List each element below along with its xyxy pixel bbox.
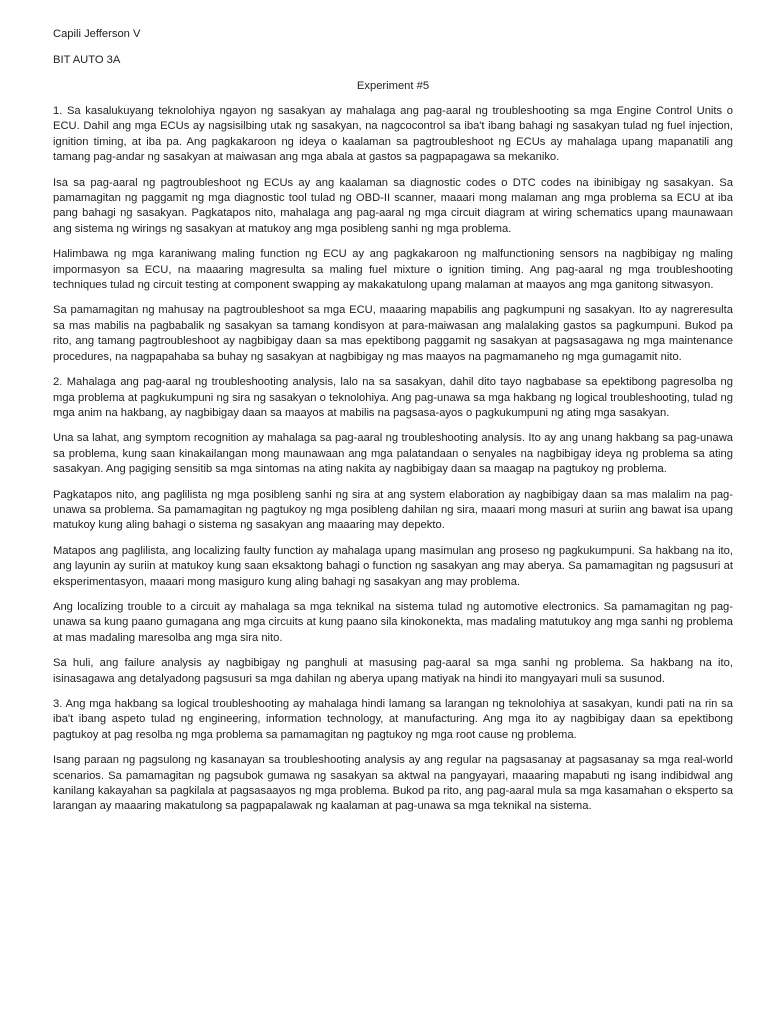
paragraph: 3. Ang mga hakbang sa logical troubleshooting ay mahalaga hindi lamang sa larangan ng teknolohiya at sasakyan, kundi pati na rin sa iba't ibang aspeto tulad ng engineering, information technology, at manufacturing. Ang mga ito ay nagbibigay daan sa epektibong pagtukoy at pag resolba ng mga problema sa pamamagitan ng pagtukoy ng mga root cause ng problema. [53, 698, 733, 741]
paragraph: Sa huli, ang failure analysis ay nagbibigay ng panghuli at masusing pag-aaral sa mga sanhi ng problema. Sa hakbang na ito, isinasagawa ang detalyadong pagsusuri sa mga dahilan ng aberya upang matiyak na hindi ito mangyayari muli sa susunod. [53, 657, 733, 685]
paragraph: 1. Sa kasalukuyang teknolohiya ngayon ng sasakyan ay mahalaga ang pag-aaral ng troubleshooting sa mga Engine Control Units o ECU. Dahil ang mga ECUs ay nagsisilbing utak ng sasakyan, na nagcocontrol sa iba't ibang bahagi ng sasakyan tulad ng fuel injection, ignition timing, at iba pa. Ang pagkakaroon ng ideya o kaalaman sa pagtroubleshoot ng ECUs ay mahalaga upang mapanatili ang tamang pag-andar ng sasakyan at maiwasan ang mga abala at gastos sa pagpapagawa sa mekaniko. [53, 105, 733, 164]
paragraph: Sa pamamagitan ng mahusay na pagtroubleshoot sa mga ECU, maaaring mapabilis ang pagkumpuni ng sasakyan. Ito ay nagreresulta sa mas mabilis na pagbabalik ng sasakyan sa tamang kondisyon at para-maiwasan ang malalaking gastos sa pagkumpuni. Bukod pa rito, ang tamang pagtroubleshoot ay nagbibigay daan sa mas epektibong paggamit ng sasakyan at pagsasagawa ng mga maintenance procedures, na nagpapahaba sa buhay ng sasakyan at nagbibigay ng mas maayos na pagmamaneho ng mga gumagamit nito. [53, 304, 733, 363]
paragraph: Pagkatapos nito, ang paglilista ng mga posibleng sanhi ng sira at ang system elaboration ay nagbibigay daan sa mas malalim na pag-unawa sa problema. Sa pamamagitan ng pagtukoy ng mga posibleng dahilan ng sira, maaari mong masuri at suriin ang bawat isa upang matukoy kung aling bahagi o sistema ng sasakyan ang maaaring may depekto. [53, 488, 733, 532]
class-section: BIT AUTO 3A [53, 54, 121, 66]
paragraph: Isang paraan ng pagsulong ng kasanayan sa troubleshooting analysis ay ang regular na pagsasanay at pagsasanay sa mga real-world scenarios. Sa pamamagitan ng pagsubok gumawa ng sasakyan sa aktwal na pangyayari, maaaring mapabuti ng isang indibidwal ang kanilang kakayahan sa pagkilala at pagsasaayos ng mga problema. Bukod pa rito, ang pag-aaral mula sa mga kasamahan o eksperto sa larangan ay maaaring makatulong sa pagpapalawak ng kaalaman at pag-unawa sa mga teknikal na sistema. [53, 754, 733, 813]
paragraph: Isa sa pag-aaral ng pagtroubleshoot ng ECUs ay ang kaalaman sa diagnostic codes o DTC codes na ibinibigay ng sasakyan. Sa pamamagitan ng paggamit ng mga diagnostic tool tulad ng OBD-II scanner, maaari mong malaman ang mga problema sa ECU at iba pang bahagi ng sasakyan. Pagkatapos nito, mahalaga ang pag-aaral ng mga circuit diagram at wiring schematics upang maunawaan ang sistema ng wirings ng sasakyan at matukoy ang mga posibleng sanhi ng mga problema. [53, 176, 733, 235]
paragraph: Una sa lahat, ang symptom recognition ay mahalaga sa pag-aaral ng troubleshooting analysis. Ito ay ang unang hakbang sa pag-unawa sa problema, kung saan kinakailangan mong maunawaan ang mga palatandaan o senyales na nagbibigay ideya ng problema sa ating sasakyan. Ang pagiging sensitib sa mga sintomas na ating nakita ay nagbibigay daan sa maagap na pagtukoy ng problema. [53, 432, 733, 476]
paragraph: Matapos ang paglilista, ang localizing faulty function ay mahalaga upang masimulan ang proseso ng pagkukumpuni. Sa hakbang na ito, ang layunin ay suriin at matukoy kung saan eksaktong bahagi o function ng sasakyan ang may aberya. Sa pamamagitan ng pagsusuri at eksperimentasyon, maaari mong masiguro kung aling bahagi ng sasakyan ang may problema. [53, 544, 733, 588]
author-name: Capili Jefferson V [53, 28, 141, 40]
document-body [53, 27, 733, 825]
paragraph: Halimbawa ng mga karaniwang maling function ng ECU ay ang pagkakaroon ng malfunctioning sensors na nagbibigay ng maling impormasyon sa ECU, na maaaring magresulta sa maling fuel mixture o ignition timing. Ang pag-aaral ng mga troubleshooting techniques tulad ng circuit testing at component swapping ay makakatulong upang malaman at maayos ang mga ganitong sitwasyon. [53, 248, 733, 292]
paragraph: Ang localizing trouble to a circuit ay mahalaga sa mga teknikal na sistema tulad ng automotive electronics. Sa pamamagitan ng pag-unawa sa kung paano gumagana ang mga circuits at kung paano sila kinokonekta, mas madaling matutukoy ang mga sanhi ng problema at mas madaling maresolba ang mga sira nito. [53, 600, 733, 644]
document-title: Experiment #5 [356, 80, 430, 92]
paragraph: 2. Mahalaga ang pag-aaral ng troubleshooting analysis, lalo na sa sasakyan, dahil dito tayo nagbabase sa epektibong pagresolba ng mga problema at pagkukumpuni ng sira ng sasakyan o teknolohiya. Ang pag-unawa sa mga hakbang ng logical troubleshooting, tulad ng mga anim na hakbang, ay nagbibigay daan sa maayos at mabilis na pagsasa-ayos o pagkukumpuni ng ating mga sasakyan. [53, 376, 733, 419]
